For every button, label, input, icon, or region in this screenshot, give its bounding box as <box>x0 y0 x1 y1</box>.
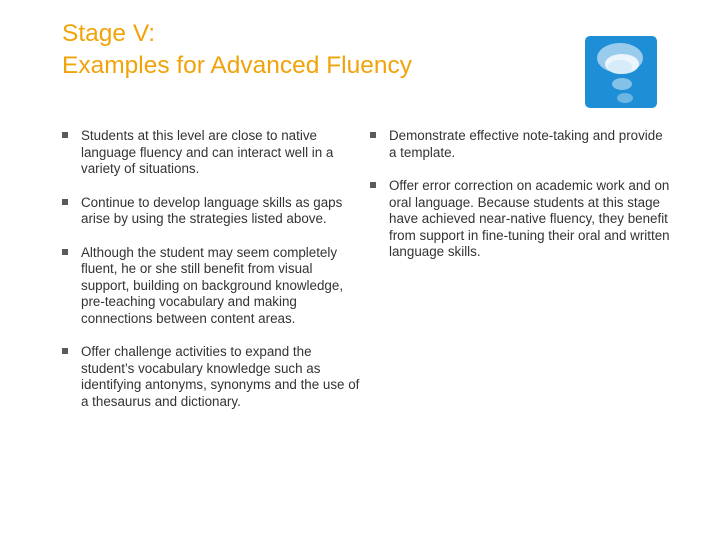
square-bullet-icon <box>370 132 376 138</box>
list-item <box>62 128 362 178</box>
square-bullet-icon <box>62 348 68 354</box>
bullet-text: Offer error correction on academic work and on oral language. Because students at this stage have achieved near-native fluency, they benefit from support in fine-tuning their oral and written language skills. <box>389 178 670 259</box>
square-bullet-icon <box>62 249 68 255</box>
list-item <box>62 245 362 328</box>
list-item <box>370 128 670 161</box>
slide-title-line-1: Stage V: <box>62 20 156 47</box>
thought-bubble-icon <box>585 36 657 108</box>
list-item <box>62 344 362 410</box>
list-item <box>370 178 670 261</box>
square-bullet-icon <box>370 182 376 188</box>
slide-title <box>62 18 542 82</box>
bullet-text: Offer challenge activities to expand the student’s vocabulary knowledge such as identifying antonyms, synonyms and the use of a thesaurus and dictionary. <box>81 344 360 409</box>
left-bullet-list <box>62 128 362 410</box>
square-bullet-icon <box>62 199 68 205</box>
bullet-text: Continue to develop language skills as gaps arise by using the strategies listed above. <box>81 194 343 226</box>
bullet-text: Although the student may seem completely fluent, he or she still benefit from visual support, building on background knowledge, pre-teaching vocabulary and making connections between content areas. <box>81 244 344 326</box>
bullet-text: Demonstrate effective note-taking and provide a template. <box>389 128 663 160</box>
bullet-text: Students at this level are close to native language fluency and can interact well in a variety of situations. <box>81 128 334 176</box>
square-bullet-icon <box>62 132 68 138</box>
right-bullet-list <box>370 128 670 261</box>
slide-title-line-2: Examples for Advanced Fluency <box>62 52 412 79</box>
list-item <box>62 195 362 228</box>
